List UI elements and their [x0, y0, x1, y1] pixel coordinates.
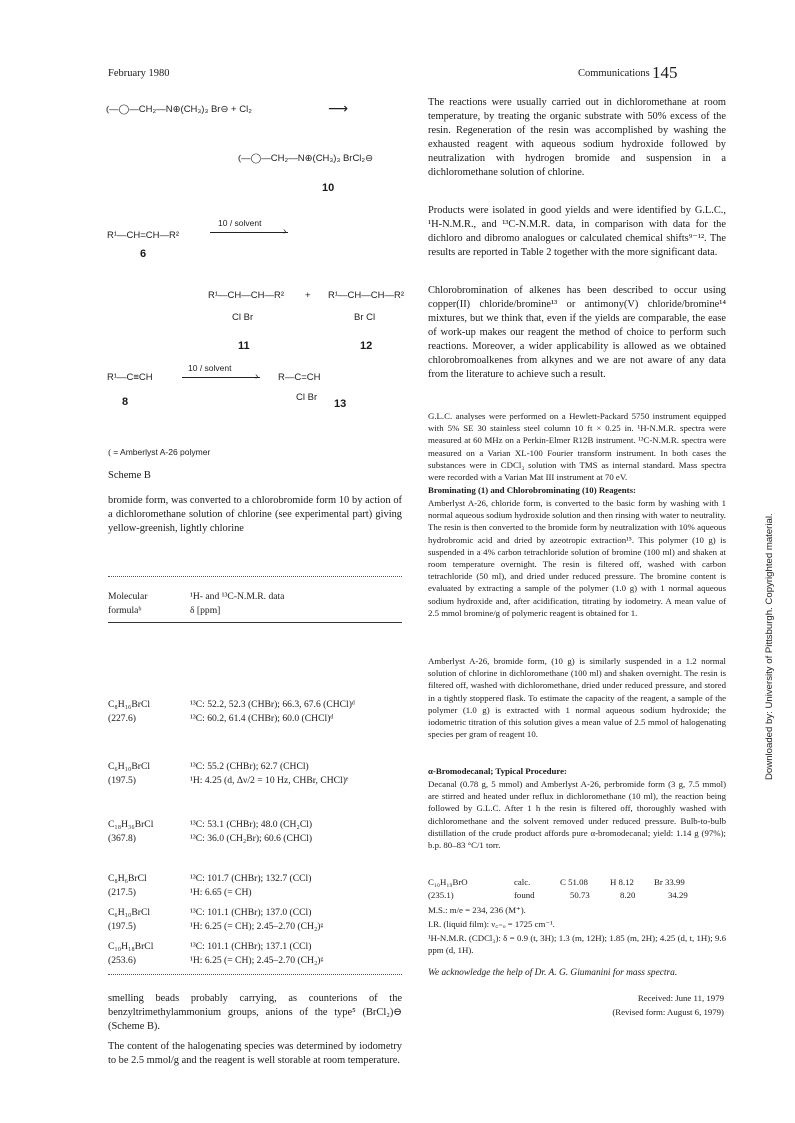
reaction-arrow-b-head: ›: [255, 371, 259, 382]
table-cell-nmr: ¹³C: 101.1 (CHBr); 137.1 (CCl): [190, 941, 312, 952]
table-cell-nmr: ¹H: 6.25 (= CH); 2.45–2.70 (CH₂)ᵍ: [190, 955, 324, 966]
left-paragraph-3: The content of the halogenating species was determined by iodometry to be 2.5 mmol/g and the reagent is well storable at room temperature.: [108, 1041, 402, 1066]
product-13: R—C=CH: [278, 372, 321, 383]
mass-spec: M.S.: m/e = 234, 236 (M⁺).: [428, 905, 526, 915]
table-cell-nmr: ¹H: 6.25 (= CH); 2.45–2.70 (CH₂)ᵍ: [190, 921, 324, 932]
compound-6-label: 6: [140, 248, 147, 260]
table-cell-formula: C₈H₆BrCl: [108, 873, 147, 884]
table-cell-nmr: ¹³C: 36.0 (CH₂Br); 60.6 (CHCl): [190, 833, 313, 844]
revised-date: (Revised form: August 6, 1979): [612, 1007, 724, 1017]
compound-10-label: 10: [322, 182, 335, 194]
scheme-caption: Scheme B: [108, 470, 151, 481]
alkyne-8: R¹—C≡CH: [107, 372, 153, 383]
right-paragraph-3: Chlorobromination of alkenes has been described to occur using copper(II) chloride/bromine¹³ or antimony(V) chloride/bromine¹⁴ mixtures, but we think that, even if the yields are comparable, the ease of work-up makes our reagent the method of choice to perform such reactions. Moreover, a wider applicability is allowed as we obtained chlorobromoalkenes from alkynes and we are not aware of any data from the literature to achieve such a result.: [428, 285, 726, 380]
table-bottom-rule: [108, 974, 402, 975]
experimental-reagent-10: Amberlyst A-26, bromide form, (10 g) is similarly suspended in a 1.2 normal solution of chlorine in dichloromethane (100 ml) and shaken overnight. The resin is filtered off, washed with dichloromethane, dried under reduced pressure, and stored in a tightly stoppered flask. To estimate the capacity of the reagent, a sample of the polymer (1.0 g) is extracted with 1 normal aqueous sodium hydroxide; the iodometric titration of this solution gives a mean value of 2.5 mmol of halogenating species per gram of reagent 10.: [428, 656, 726, 740]
experimental-instruments: G.L.C. analyses were performed on a Hewlett-Packard 5750 instrument equipped with 5% SE 30 stainless steel column 10 ft × 0.25 in. ¹H-N.M.R. spectra were measured at 60 MHz on a Perkin-Elmer R12B instrument. ¹³C-N.M.R. spectra were measured on a Varian XL-100 Fourier transform instrument. In both cases the substances were in CDCl₃ solution with TMS as internal standard. Mass spectra were recorded with a Varian Mat III instrument at 70 eV.: [428, 411, 726, 483]
table-cell-formula: C₆H₁₀BrCl: [108, 761, 151, 772]
table-head-nmr-line1: ¹H- and ¹³C-N.M.R. data: [190, 591, 285, 602]
table-head-formula-line2: formulaᵇ: [108, 605, 142, 616]
table-head-formula: [108, 590, 178, 618]
left-paragraph-2: smelling beads probably carrying, as counterions of the benzyltrimethylammonium groups, anions of the type⁵ (BrCl₂)⊖ (Scheme B).: [108, 993, 402, 1032]
plus-sign: +: [305, 290, 311, 301]
reaction-arrow-a: [210, 232, 288, 233]
compound-8-label: 8: [122, 396, 129, 408]
table-cell-mw: (227.6): [108, 713, 136, 724]
heading-reagents: Brominating (1) and Chlorobrominating (10) Reagents:: [428, 485, 636, 495]
right-paragraph-1: The reactions were usually carried out in dichloromethane at room temperature, by treating the organic substrate with 50% excess of the resin. Regeneration of the resin was accomplished by washing the exhausted reagent with aqueous sodium hydroxide followed by neutralization with hydrogen bromide and suspension in a dichloromethane solution of chlorine.: [428, 97, 726, 178]
anal-found-br: 34.29: [668, 890, 688, 900]
anal-formula: C₁₀H₁₉BrO: [428, 877, 468, 887]
table-cell-formula: C₁₈H₃₆BrCl: [108, 819, 154, 830]
polymer-key: ⦅ = Amberlyst A-26 polymer: [108, 447, 211, 457]
table-cell-nmr: ¹H: 6.65 (= CH): [190, 887, 252, 898]
reaction-arrow-b: [182, 377, 260, 378]
product-12: R¹—CH—CH—R²: [328, 290, 404, 301]
scheme-reactant: ⦅—◯—CH₂—N⊕(CH₃)₃ Br⊖ + Cl₂: [106, 104, 252, 115]
product-13-substituents: Cl Br: [296, 392, 318, 403]
product-11: R¹—CH—CH—R²: [208, 290, 284, 301]
table-cell-mw: (253.6): [108, 955, 136, 966]
table-cell-nmr: ¹³C: 52.2, 52.3 (CHBr); 66.3, 67.6 (CHCl)ᵈ: [190, 699, 355, 710]
compound-12-label: 12: [360, 340, 373, 352]
table-cell-nmr: ¹³C: 101.1 (CHBr); 137.0 (CCl): [190, 907, 312, 918]
table-cell-mw: (367.8): [108, 833, 136, 844]
anal-calc-h: H 8.12: [610, 877, 634, 887]
table-cell-mw: (197.5): [108, 921, 136, 932]
compound-13-label: 13: [334, 398, 347, 410]
table-head-formula-line1: Molecular: [108, 591, 148, 602]
download-notice: Downloaded by: University of Pittsburgh. Copyrighted material.: [764, 513, 775, 780]
anal-found-c: 50.73: [570, 890, 590, 900]
anal-calc-c: C 51.08: [560, 877, 588, 887]
product-12-substituents: Br Cl: [354, 312, 376, 323]
anal-found-h: 8.20: [620, 890, 636, 900]
nmr-data: ¹H-N.M.R. (CDCl₃): δ = 0.9 (t, 3H); 1.3 (m, 12H); 1.85 (m, 2H); 4.25 (d, t, 1H); 9.6 ppm (d, 1H).: [428, 933, 726, 956]
reaction-arrow-a-head: ›: [283, 226, 287, 237]
table-cell-nmr: ¹³C: 60.2, 61.4 (CHBr); 60.0 (CHCl)ᵈ: [190, 713, 334, 724]
acknowledgement: We acknowledge the help of Dr. A. G. Giumanini for mass spectra.: [428, 968, 678, 978]
heading-procedure: α-Bromodecanal; Typical Procedure:: [428, 766, 567, 776]
table-cell-nmr: ¹H: 4.25 (d, Δν/2 = 10 Hz, CHBr, CHCl)ᵉ: [190, 775, 349, 786]
ir-data: I.R. (liquid film): ν꜀₌ₒ = 1725 cm⁻¹.: [428, 919, 555, 929]
table-cell-nmr: ¹³C: 55.2 (CHBr); 62.7 (CHCl): [190, 761, 309, 772]
table-cell-formula: C₆H₁₀BrCl: [108, 907, 151, 918]
scheme-arrow: ⟶: [328, 100, 349, 116]
table-head-rule: [108, 622, 402, 623]
table-cell-mw: (217.5): [108, 887, 136, 898]
alkene-6: R¹—CH=CH—R²: [107, 230, 180, 241]
scheme-reagent-10: ⦅—◯—CH₂—N⊕(CH₃)₃ BrCl₂⊖: [238, 153, 374, 164]
left-paragraph-1: bromide form, was converted to a chlorobromide form 10 by action of a dichloromethane solution of chlorine (see experimental part) giving yellow-greenish, lightly chlorine: [108, 495, 402, 534]
table-cell-nmr: ¹³C: 101.7 (CHBr); 132.7 (CCl): [190, 873, 312, 884]
reagent-label-a: 10 / solvent: [218, 218, 262, 228]
anal-found-label: found: [514, 890, 535, 900]
anal-mw: (235.1): [428, 890, 454, 900]
experimental-procedure: Decanal (0.78 g, 5 mmol) and Amberlyst A-26, perbromide form (3 g, 7.5 mmol) are stirred and heated under reflux in dichloromethane (10 ml), the reaction being followed by G.L.C. After 1 h the resin is filtered off, thoroughly washed with dichloromethane and the solvent removed under reduced pressure. Bulb-to-bulb distillation of the crude product affords pure α-bromodecanal; yield: 1.14 g (97%); b.p. 80–83 °C/1 torr.: [428, 779, 726, 851]
product-11-substituents: Cl Br: [232, 312, 254, 323]
table-top-rule: [108, 576, 402, 577]
anal-calc-label: calc.: [514, 877, 531, 887]
reagent-label-b: 10 / solvent: [188, 363, 232, 373]
elemental-analysis: [428, 876, 726, 904]
table-cell-formula: C₈H₁₆BrCl: [108, 699, 151, 710]
table-cell-formula: C₁₀H₁₈BrCl: [108, 941, 154, 952]
right-paragraph-2: Products were isolated in good yields and were identified by G.L.C., ¹H-N.M.R., and ¹³C-N.M.R. data, in comparison with data for the dichloro and dibromo analogues or calculated chemical shifts⁹⁻¹². The results are reported in Table 2 together with the more significant data.: [428, 205, 726, 258]
header-date: February 1980: [108, 68, 170, 79]
header-section: Communications: [578, 68, 650, 79]
table-head-nmr: [190, 590, 420, 618]
page-number: 145: [652, 63, 678, 82]
compound-11-label: 11: [238, 340, 250, 352]
table-head-nmr-line2: δ [ppm]: [190, 605, 221, 616]
table-cell-mw: (197.5): [108, 775, 136, 786]
anal-calc-br: Br 33.99: [654, 877, 685, 887]
received-date: Received: June 11, 1979: [637, 993, 724, 1003]
experimental-reagent-1: Amberlyst A-26, chloride form, is converted to the basic form by washing with 1 normal aqueous sodium hydroxide solution and then rinsing with water to neutrality. The resin is then converted to the bromide form by neutralization with 10% aqueous hydrobromic acid and dried by azeotropic extraction¹⁵. This polymer (10 g) is suspended in a 4% carbon tetrachloride solution of bromine (100 ml) and shaken at room temperature overnight. The resin is filtered off, washed with carbon tetrachloride (50 ml), and dried under reduced pressure. The bromine content is evaluated by extracting a sample of the polymer (1.0 g) with 1 normal aqueous sodium hydroxide and, after acidification, titrating by iodometry. A mean value of 2.5 mmol bromine/g of polymeric reagent is obtained for 1.: [428, 498, 726, 618]
table-cell-nmr: ¹³C: 53.1 (CHBr); 48.0 (CH₂Cl): [190, 819, 313, 830]
